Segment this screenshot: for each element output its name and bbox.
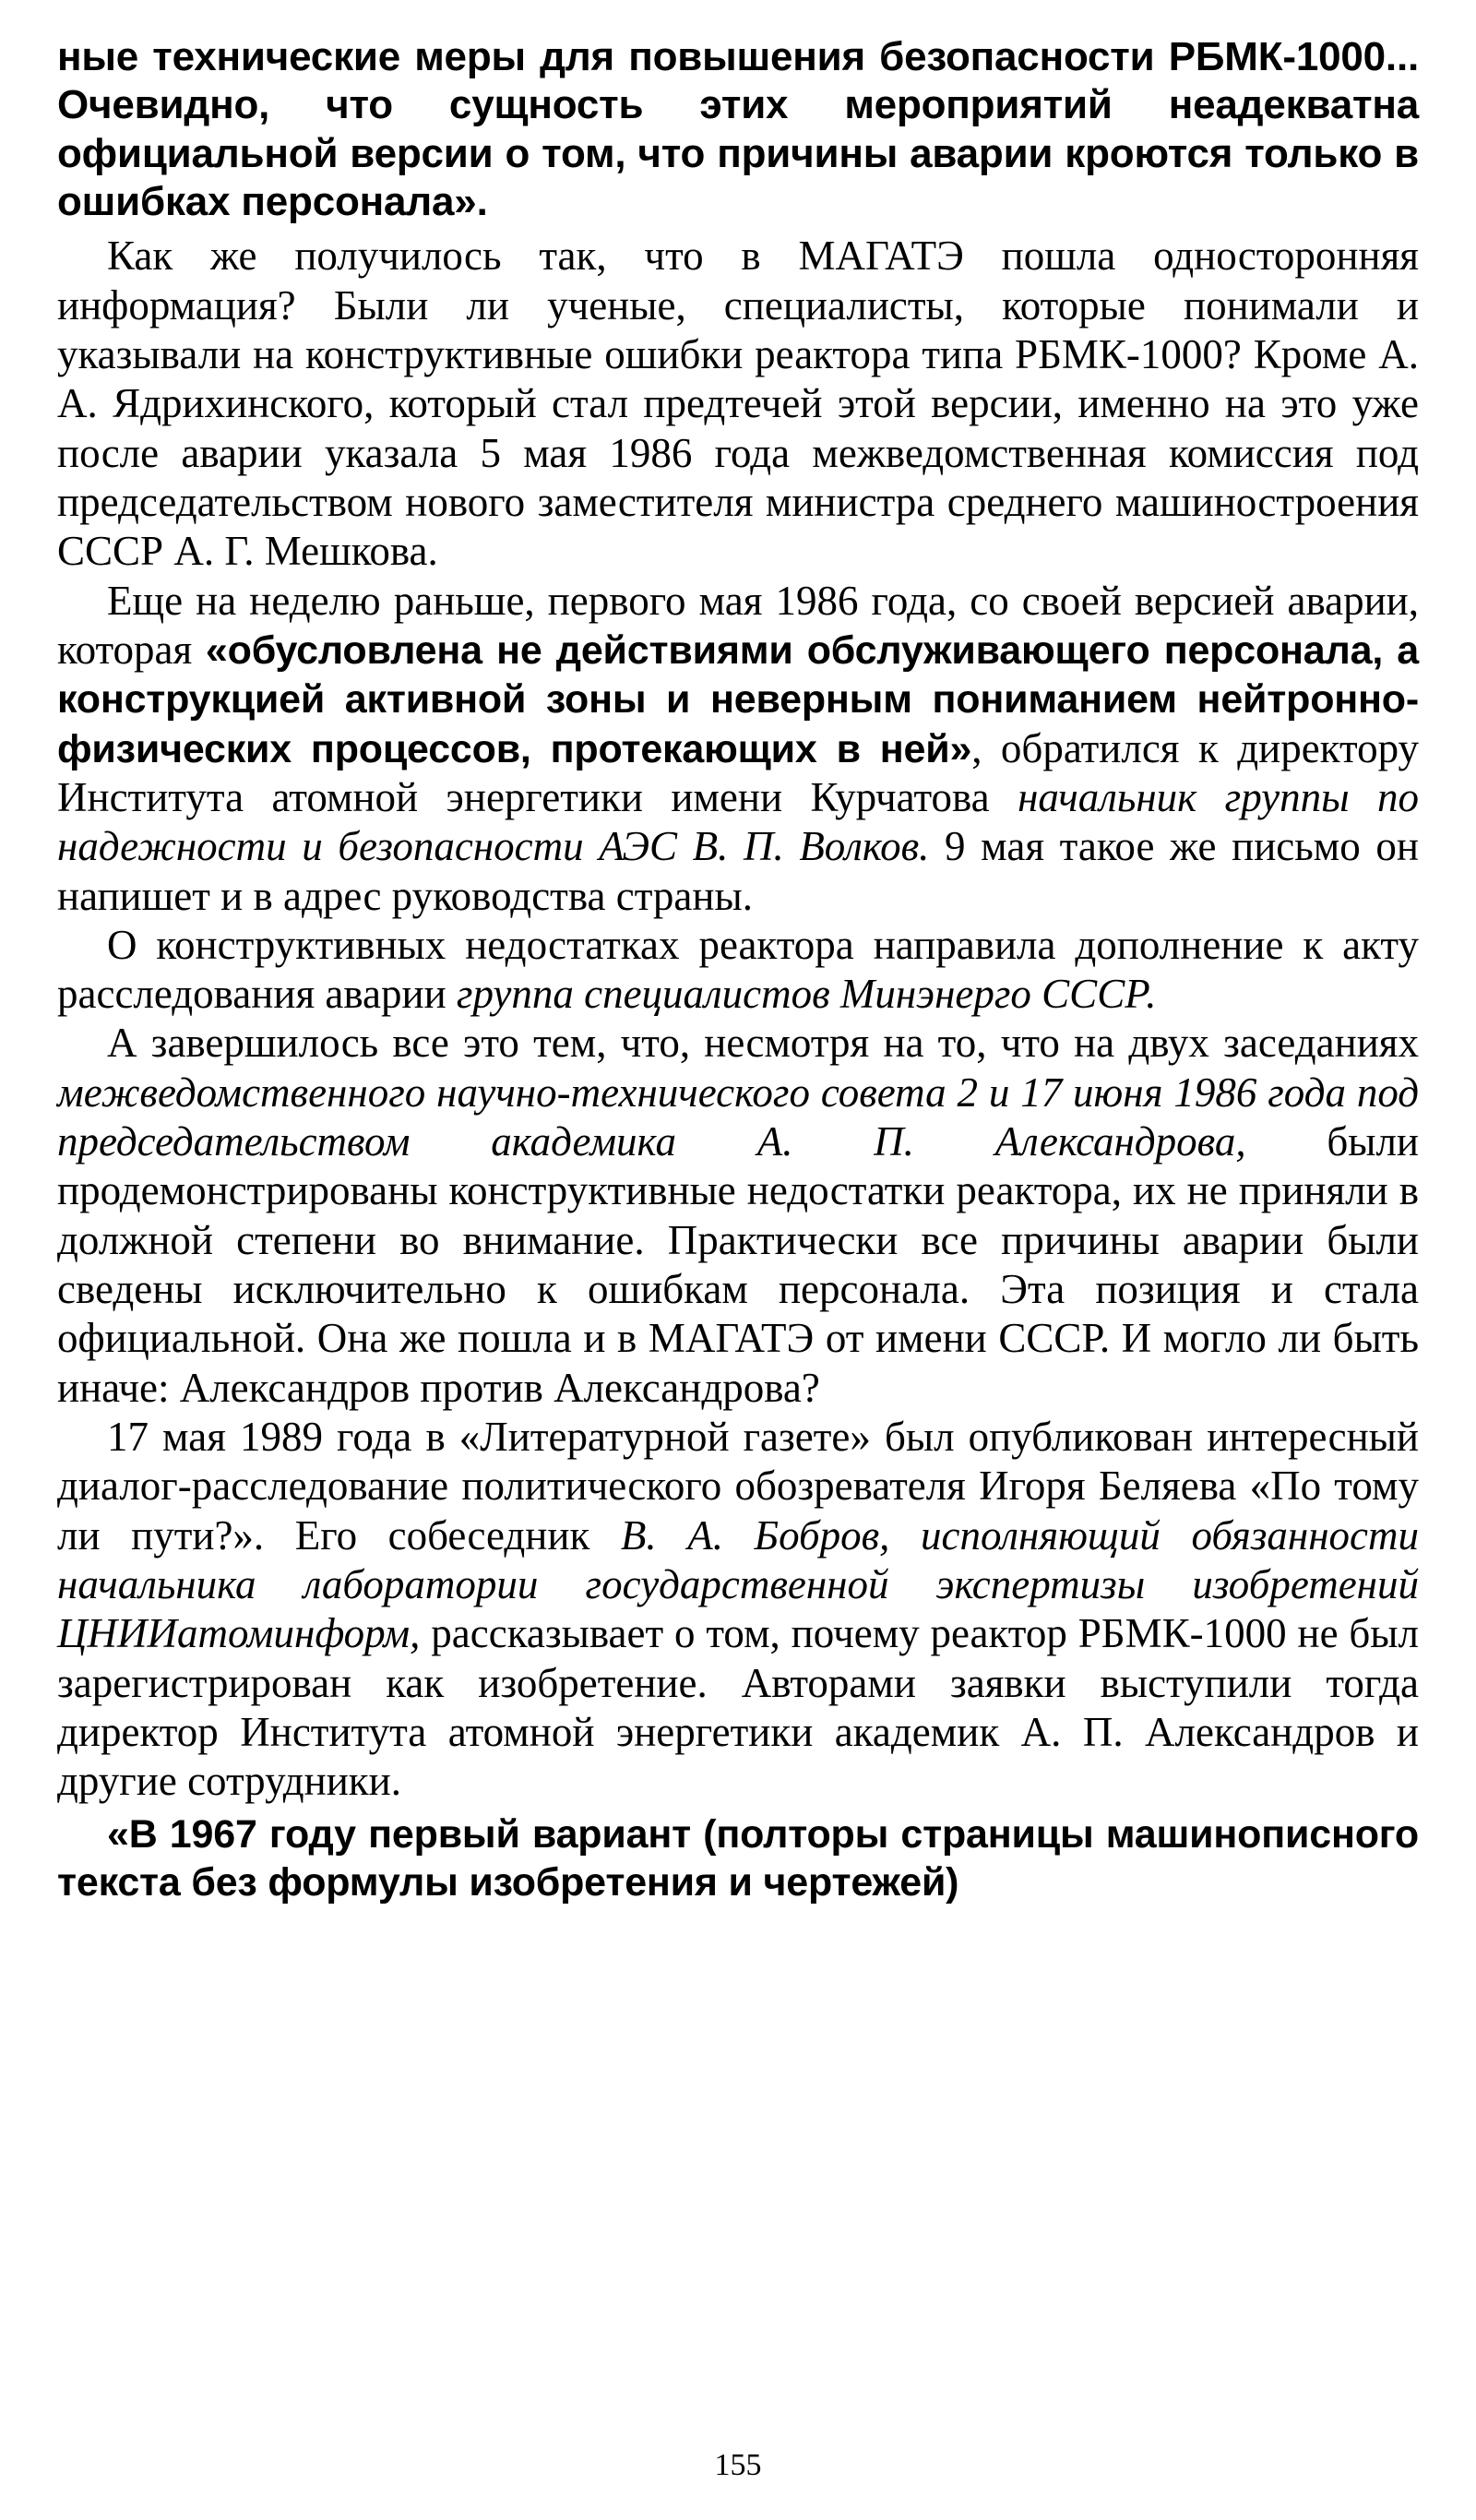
paragraph-text: Как же получилось так, что в МАГАТЭ пошла односторонняя информация? Были ли ученые, специалисты, которые понимали и указывали на конструктивные ошибки реактора типа РБМК-1000? Кроме А. А. Ядрихинского, который стал предтечей этой версии, именно на это уже после аварии указала 5 мая 1986 года межведомственная комиссия под председательством нового заместителя министра среднего машиностроения СССР А. Г. Мешкова. bbox=[57, 233, 1419, 575]
paragraph-lead: А завершилось все это тем, что, несмотря на то, что на двух заседаниях bbox=[107, 1020, 1419, 1067]
inline-italic-council: межведомственного научно-технического совета 2 и 17 июня 1986 года под председательством академика А. П. Александрова, bbox=[57, 1069, 1419, 1165]
inline-italic-bobrov: В. А. Бобров, исполняющий обязанности начальника лаборатории государственной экспертизы изобретений ЦНИИатоминформ, bbox=[57, 1511, 1419, 1657]
paragraph-minenergo bbox=[57, 921, 1419, 1020]
inline-italic-group: группа специалистов Минэнерго СССР. bbox=[456, 971, 1157, 1018]
paragraph-lead: 17 мая 1989 года в «Литературной газете» был опубликован интересный диалог-расследование политического обозревателя Игоря Беляева «По тому ли пути?». Его собеседник bbox=[57, 1413, 1419, 1559]
paragraph-tail: рассказывает о том, почему реактор РБМК-1000 не был зарегистрирован как изобретение. Авторами заявки выступили тогда директор Института атомной энергетики академик А. П. Александров и другие сотрудники. bbox=[57, 1610, 1419, 1805]
paragraph-iaea-question bbox=[57, 232, 1419, 576]
paragraph-quote-1967: «В 1967 году первый вариант (полторы страницы машинописного текста без формулы изобретения и чертежей) bbox=[57, 1812, 1419, 1905]
paragraph-tail: , обратился к директору Института атомной энергетики имени Курчатова bbox=[57, 724, 1419, 820]
paragraph-lead: Еще на неделю раньше, первого мая 1986 года, со своей версией аварии, которая bbox=[57, 577, 1419, 673]
paragraph-tail: были продемонстрированы конструктивные недостатки реактора, их не приняли в должной степени во внимание. Практически все причины аварии были сведены исключительно к ошибкам персонала. Эта позиция и стала официальной. Она же пошла и в МАГАТЭ от имени СССР. И могло ли быть иначе: Александров против Александрова? bbox=[57, 1118, 1420, 1411]
paragraph-volkov-letter bbox=[57, 577, 1419, 921]
paragraph-council-sessions bbox=[57, 1019, 1419, 1413]
paragraph-lead: О конструктивных недостатках реактора направила дополнение к акту расследования аварии bbox=[57, 921, 1419, 1018]
inline-italic-role: начальник группы по надежности и безопасности АЭС В. П. Волков. bbox=[57, 773, 1419, 870]
page-number: 155 bbox=[714, 2448, 762, 2482]
inline-quote: «обусловлена не действиями обслуживающего персонала, а конструкцией активной зоны и неверным пониманием нейтронно-физических процессов, протекающих в ней» bbox=[57, 627, 1419, 771]
paragraph-litgazeta bbox=[57, 1413, 1419, 1807]
paragraph-tail-2: 9 мая такое же письмо он напишет и в адрес руководства страны. bbox=[57, 823, 1419, 919]
paragraph-quote-opening: ные технические меры для повышения безопасности РБМК-1000... Очевидно, что сущность этих мероприятий неадекватна официальной версии о том, что причины аварии кроются только в ошибках персонала». bbox=[57, 34, 1419, 225]
